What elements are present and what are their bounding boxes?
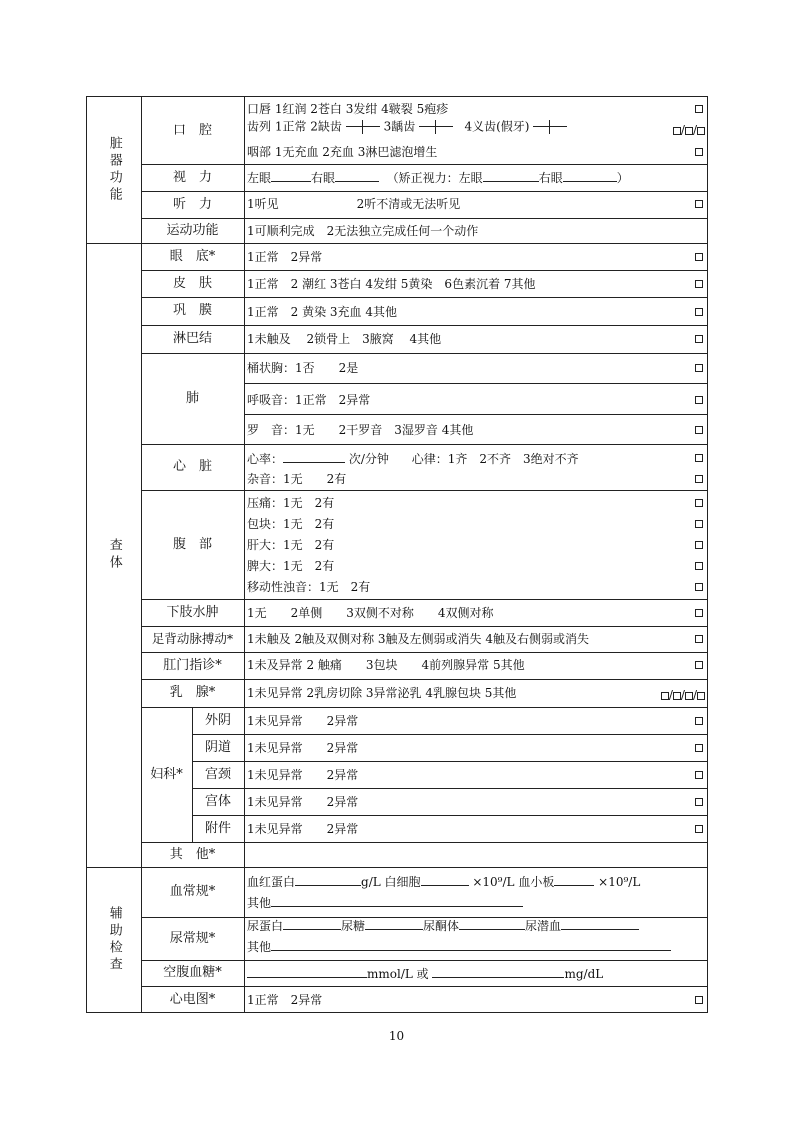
vision-left-field[interactable] — [271, 171, 311, 182]
anal-text: 1未及异常 2 触痛 3包块 4前列腺异常 5其他 — [247, 658, 525, 672]
gyn-vulva-text: 1未见异常 2异常 — [247, 714, 359, 728]
anal-checkbox[interactable] — [695, 661, 703, 669]
urine-blood-label: 尿潜血 — [525, 919, 562, 933]
oral-teeth-checkbox-3[interactable] — [697, 127, 705, 135]
label-urine-routine: 尿常规* — [169, 930, 216, 946]
blood-wbc-field[interactable] — [421, 875, 469, 886]
gyn-cervix-text: 1未见异常 2异常 — [247, 768, 359, 782]
lung-breath-text: 呼吸音：1正常 2异常 — [247, 393, 371, 407]
heart-rate-unit: 次/分钟 — [348, 452, 389, 466]
label-oral: 口 腔 — [172, 122, 212, 138]
vision-corrected-left-field[interactable] — [483, 171, 539, 182]
abdomen-tenderness-checkbox[interactable] — [695, 499, 703, 507]
abdomen-spleen-text: 脾大：1无 2有 — [247, 559, 335, 573]
urine-ketone-label: 尿酮体 — [423, 919, 460, 933]
blood-plt-field[interactable] — [554, 875, 594, 886]
hearing-checkbox[interactable] — [695, 200, 703, 208]
heart-murmur-checkbox[interactable] — [695, 475, 703, 483]
fundus-text: 1正常 2异常 — [247, 250, 323, 264]
urine-row — [247, 919, 639, 932]
urine-other-label: 其他 — [247, 940, 272, 954]
gyn-uterus-text: 1未见异常 2异常 — [247, 795, 359, 809]
label-gyn: 妇科* — [150, 766, 183, 782]
blood-wbc-unit: ×10⁹/L 血小板 — [472, 875, 555, 889]
gyn-uterus-checkbox[interactable] — [695, 798, 703, 806]
section-organ-function: 脏器功能 — [106, 136, 122, 204]
heart-rhythm-checkbox[interactable] — [695, 454, 703, 462]
heart-row — [247, 452, 579, 465]
urine-other-row — [247, 940, 671, 953]
lymph-text: 1未触及 2锁骨上 3腋窝 4其他 — [247, 332, 442, 346]
gyn-vagina-checkbox[interactable] — [695, 744, 703, 752]
vision-close: ） — [616, 171, 629, 185]
abdomen-mass-text: 包块：1无 2有 — [247, 517, 335, 531]
label-anal: 肛门指诊* — [163, 657, 222, 673]
lung-barrel-checkbox[interactable] — [695, 364, 703, 372]
oral-teeth-checkbox-1[interactable] — [673, 127, 681, 135]
vision-left-label: 左眼 — [247, 171, 272, 185]
glucose-unit-mg: mg/dL — [564, 967, 604, 981]
label-heart: 心 脏 — [172, 459, 212, 475]
ecg-checkbox[interactable] — [695, 996, 703, 1004]
tooth-chart-caries — [419, 120, 453, 134]
lymph-checkbox[interactable] — [695, 335, 703, 343]
heart-rate-label: 心率： — [247, 452, 284, 466]
oral-teeth-row — [247, 120, 567, 134]
ecg-text: 1正常 2异常 — [247, 993, 323, 1007]
section-auxiliary-exam: 辅助检查 — [106, 906, 122, 974]
abdomen-liver-checkbox[interactable] — [695, 541, 703, 549]
abdomen-spleen-checkbox[interactable] — [695, 562, 703, 570]
sclera-text: 1正常 2 黄染 3充血 4其他 — [247, 305, 397, 319]
oral-pharynx-text: 咽部 1无充血 2充血 3淋巴滤泡增生 — [247, 145, 438, 159]
hearing-row — [247, 198, 460, 210]
oral-lips-text: 口唇 1红润 2苍白 3发绀 4皲裂 5疱疹 — [247, 102, 449, 116]
skin-checkbox[interactable] — [695, 280, 703, 288]
oral-teeth-text-a: 齿列 1正常 2缺齿 — [247, 119, 342, 134]
breast-checkbox-3[interactable] — [685, 692, 693, 700]
breast-checkbox-4[interactable] — [697, 692, 705, 700]
label-gyn-vulva: 外阴 — [204, 712, 231, 728]
abdomen-dullness-text: 移动性浊音：1无 2有 — [247, 580, 371, 594]
edema-text: 1无 2单侧 3双侧不对称 4双侧对称 — [247, 606, 494, 620]
label-fasting-glucose: 空腹血糖* — [163, 965, 222, 981]
label-edema: 下肢水肿 — [166, 604, 219, 620]
label-lung: 肺 — [185, 390, 199, 406]
urine-sugar-label: 尿糖 — [341, 919, 366, 933]
label-sclera: 巩 膜 — [172, 303, 212, 319]
glucose-mmol-field[interactable] — [247, 967, 367, 978]
urine-ketone-field[interactable] — [459, 919, 525, 930]
glucose-mg-field[interactable] — [432, 967, 564, 978]
urine-blood-field[interactable] — [561, 919, 639, 930]
oral-teeth-checkboxes: / / — [673, 124, 705, 136]
label-vision: 视 力 — [172, 169, 212, 185]
label-skin: 皮 肤 — [172, 275, 212, 291]
abdomen-liver-text: 肝大：1无 2有 — [247, 538, 335, 552]
gyn-vagina-text: 1未见异常 2异常 — [247, 741, 359, 755]
label-other: 其 他* — [169, 846, 216, 862]
abdomen-tenderness-text: 压痛：1无 2有 — [247, 496, 335, 510]
dorsalis-text: 1未触及 2触及双侧对称 3触及左侧弱或消失 4触及右侧弱或消失 — [247, 632, 589, 646]
blood-other-label: 其他 — [247, 896, 272, 910]
oral-teeth-text-c: 4义齿(假牙) — [464, 119, 530, 134]
vision-right-field[interactable] — [335, 171, 379, 182]
oral-teeth-checkbox-2[interactable] — [685, 127, 693, 135]
heart-murmur-text: 杂音：1无 2有 — [247, 472, 347, 486]
blood-plt-unit: ×10⁹/L — [598, 875, 641, 889]
oral-lips-checkbox[interactable] — [695, 105, 703, 113]
vision-row — [247, 171, 629, 184]
lung-rale-checkbox[interactable] — [695, 426, 703, 434]
blood-other-field[interactable] — [271, 896, 523, 907]
vision-corrected-right-label: 右眼 — [538, 171, 563, 185]
label-fundus: 眼 底* — [169, 248, 216, 264]
skin-text: 1正常 2 潮红 3苍白 4发绀 5黄染 6色素沉着 7其他 — [247, 277, 536, 291]
label-hearing: 听 力 — [172, 196, 212, 212]
hearing-option-2: 2听不清或无法听见 — [356, 197, 461, 211]
breast-checkbox-1[interactable] — [661, 692, 669, 700]
blood-hb-field[interactable] — [295, 875, 361, 886]
urine-protein-field[interactable] — [283, 919, 341, 930]
vision-right-label: 右眼 — [311, 171, 336, 185]
urine-sugar-field[interactable] — [365, 919, 423, 930]
oral-pharynx-checkbox[interactable] — [695, 148, 703, 156]
oral-teeth-text-b: 3龋齿 — [383, 119, 416, 134]
heart-rhythm-text: 心律：1齐 2不齐 3绝对不齐 — [411, 452, 579, 466]
glucose-unit-mmol: mmol/L 或 — [367, 967, 429, 981]
urine-protein-label: 尿蛋白 — [247, 919, 284, 933]
lung-rale-text: 罗 音：1无 2干罗音 3湿罗音 4其他 — [247, 423, 474, 437]
abdomen-mass-checkbox[interactable] — [695, 520, 703, 528]
abdomen-dullness-checkbox[interactable] — [695, 583, 703, 591]
tooth-chart-missing — [346, 120, 380, 134]
label-gyn-adnexa: 附件 — [204, 820, 231, 836]
heart-rate-field[interactable] — [283, 452, 345, 463]
page-number: 10 — [388, 1029, 405, 1043]
breast-checkbox-2[interactable] — [673, 692, 681, 700]
tooth-chart-denture — [533, 120, 567, 134]
urine-other-field[interactable] — [271, 940, 671, 951]
label-ecg: 心电图* — [169, 991, 216, 1007]
glucose-row — [247, 967, 603, 980]
edema-checkbox[interactable] — [695, 609, 703, 617]
label-motor: 运动功能 — [166, 222, 219, 238]
health-exam-form — [86, 96, 708, 1013]
dorsalis-checkbox[interactable] — [695, 635, 703, 643]
blood-hb-label: 血红蛋白 — [247, 875, 296, 889]
lung-breath-checkbox[interactable] — [695, 396, 703, 404]
breast-checkboxes: / / / — [661, 689, 705, 701]
vision-corrected-label: （矫正视力：左眼 — [386, 171, 483, 185]
breast-text: 1未见异常 2乳房切除 3异常泌乳 4乳腺包块 5其他 — [247, 686, 517, 700]
vision-corrected-right-field[interactable] — [563, 171, 617, 182]
fundus-checkbox[interactable] — [695, 253, 703, 261]
gyn-adnexa-checkbox[interactable] — [695, 825, 703, 833]
label-abdomen: 腹 部 — [172, 536, 212, 552]
motor-text: 1可顺利完成 2无法独立完成任何一个动作 — [247, 224, 479, 238]
label-gyn-cervix: 宫颈 — [204, 766, 231, 782]
blood-hb-unit: g/L 白细胞 — [361, 875, 421, 889]
label-lymph: 淋巴结 — [172, 331, 212, 347]
blood-other-row — [247, 896, 523, 909]
lung-barrel-text: 桶状胸：1否 2是 — [247, 361, 359, 375]
blood-row — [247, 875, 640, 888]
label-gyn-vagina: 阴道 — [204, 739, 231, 755]
hearing-option-1: 1听见 — [247, 197, 279, 211]
gyn-adnexa-text: 1未见异常 2异常 — [247, 822, 359, 836]
label-blood-routine: 血常规* — [169, 884, 216, 900]
label-breast: 乳 腺* — [169, 685, 216, 701]
gyn-vulva-checkbox[interactable] — [695, 717, 703, 725]
sclera-checkbox[interactable] — [695, 308, 703, 316]
gyn-cervix-checkbox[interactable] — [695, 771, 703, 779]
label-gyn-uterus: 宫体 — [204, 793, 231, 809]
label-dorsalis: 足背动脉搏动* — [151, 630, 234, 646]
section-physical-exam: 查体 — [106, 538, 122, 572]
